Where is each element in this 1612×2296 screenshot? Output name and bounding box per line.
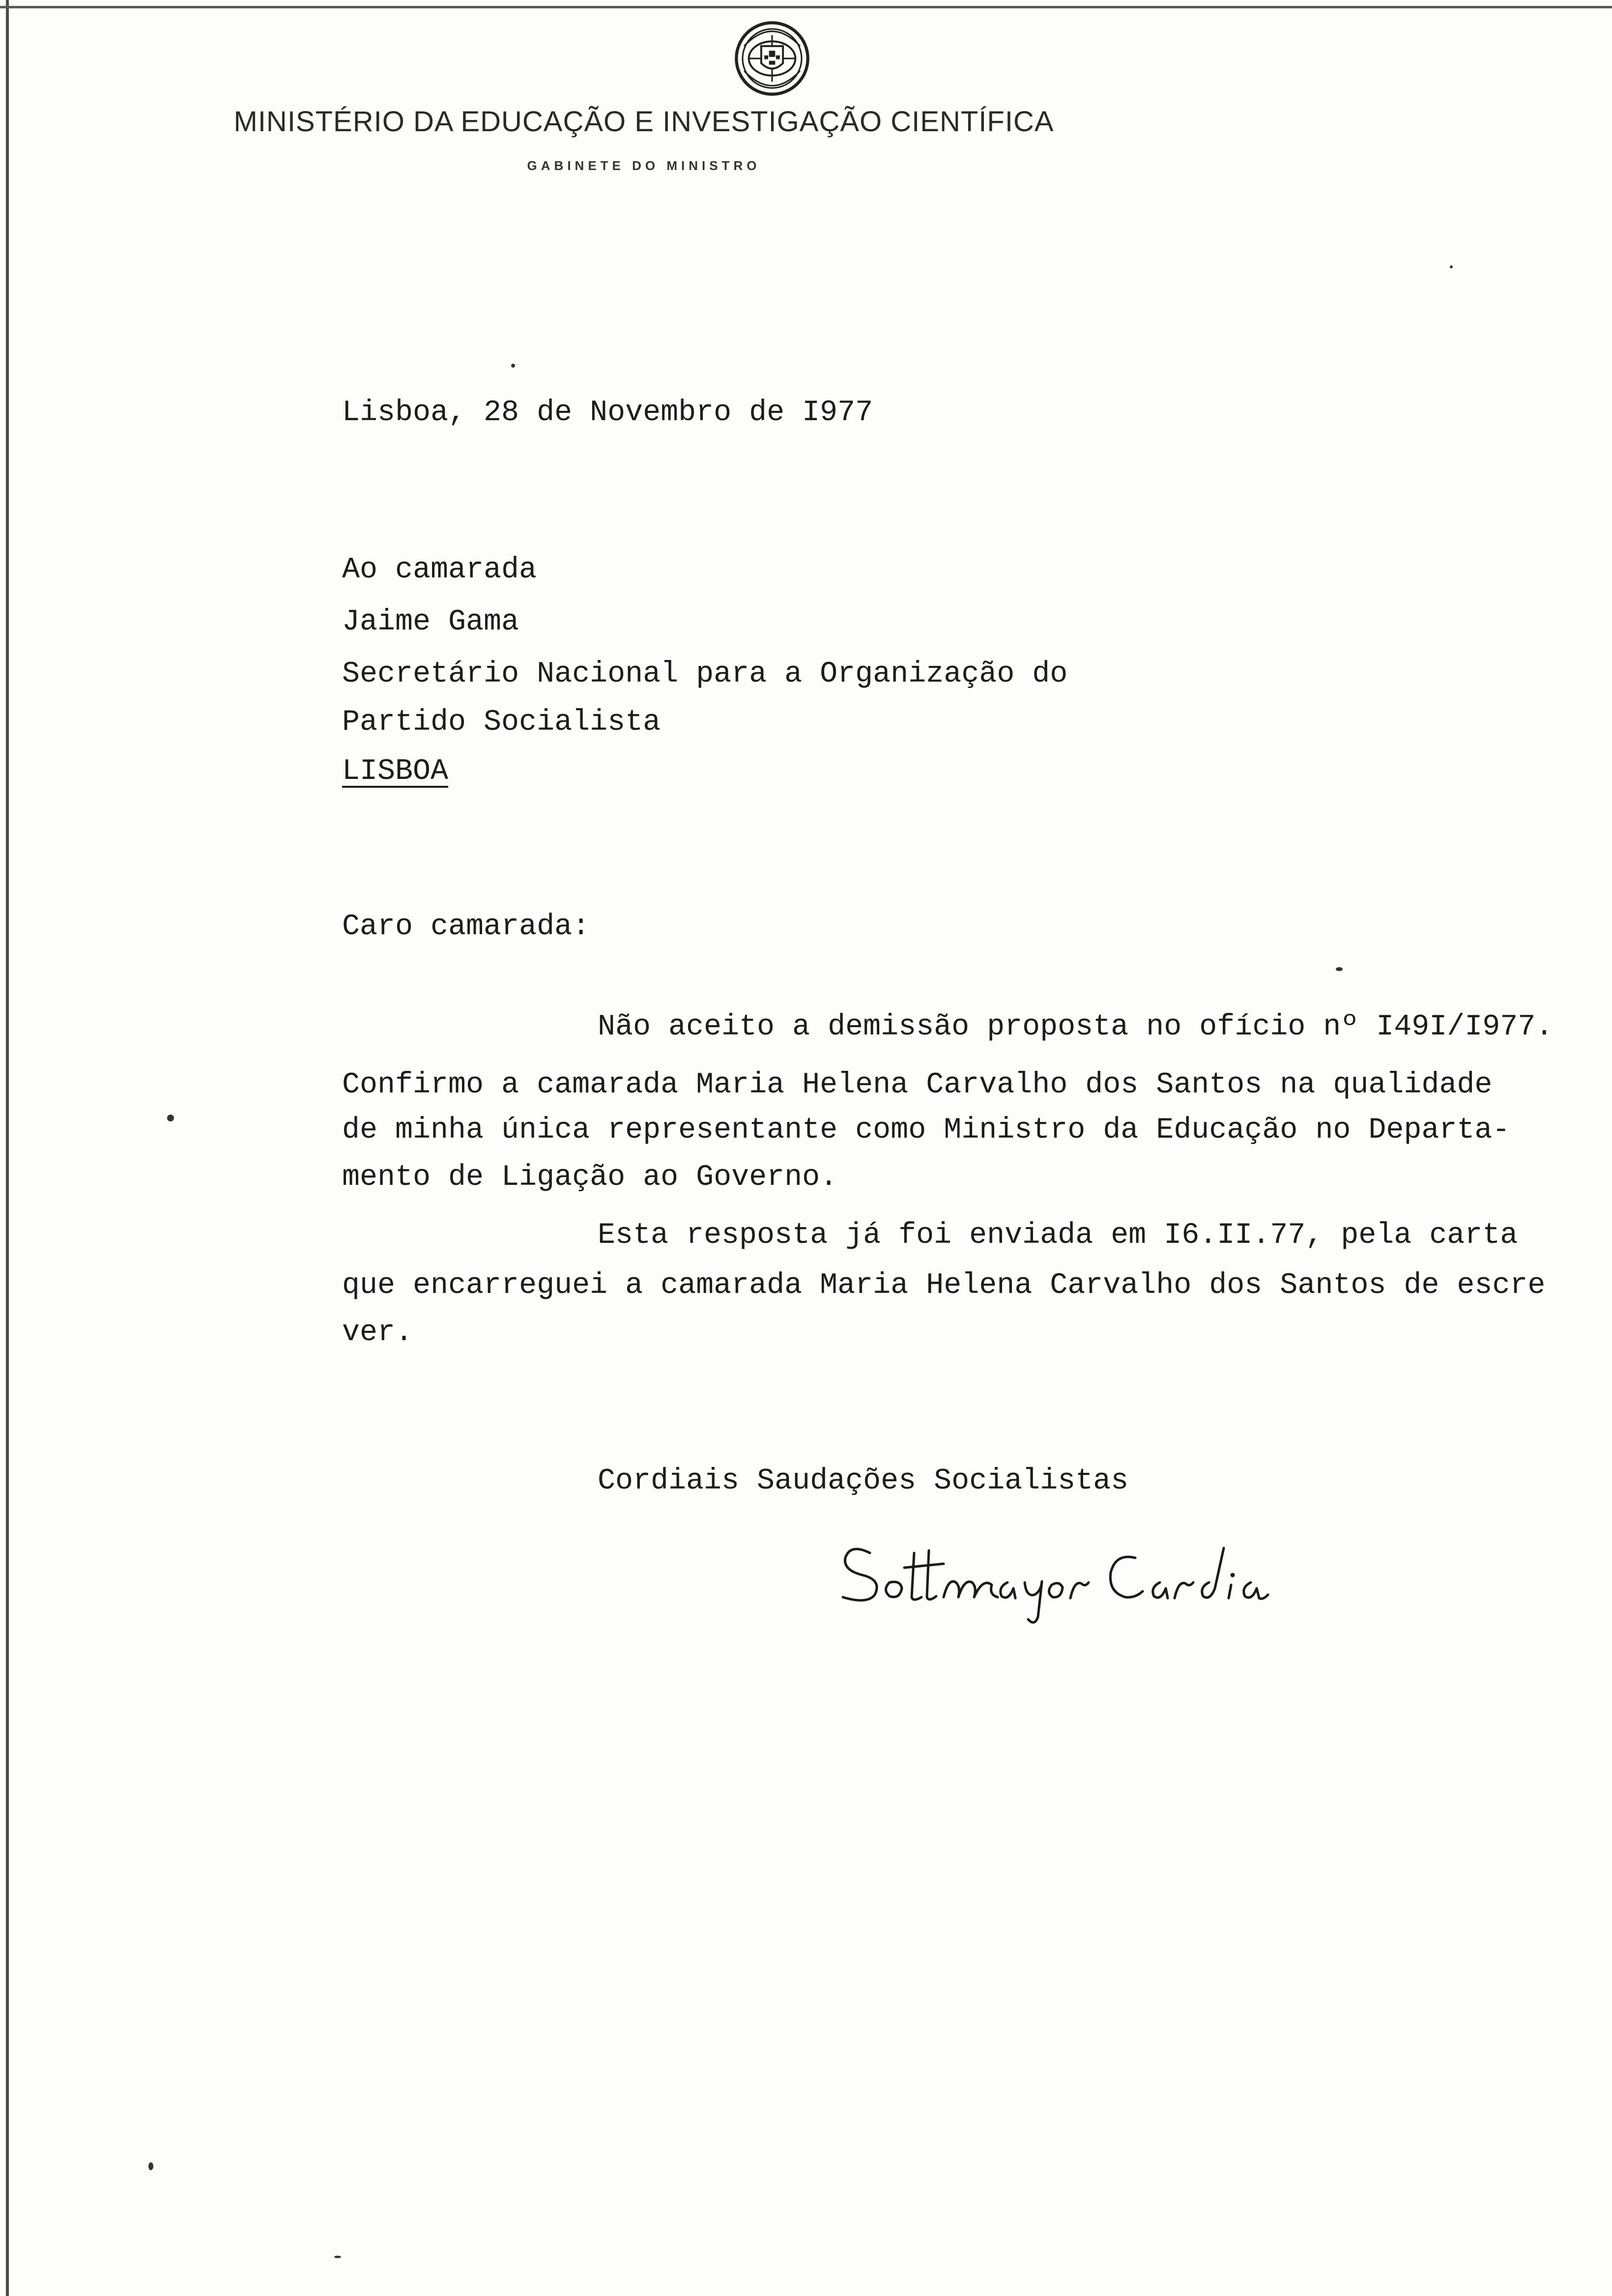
body-paragraph-2-line-1: Esta resposta já foi enviada em I6.II.77, pela carta <box>598 1219 1518 1252</box>
body-paragraph-1-line-1: Não aceito a demissão proposta no ofício nº I49I/I977. <box>598 1010 1554 1044</box>
recipient-line-2: Jaime Gama <box>342 605 519 639</box>
scan-speck <box>148 2162 153 2170</box>
scan-speck <box>511 364 515 368</box>
body-paragraph-1-line-2: Confirmo a camarada Maria Helena Carvalho dos Santos na qualidade <box>342 1068 1493 1102</box>
date-line: Lisboa, 28 de Novembro de I977 <box>342 396 873 430</box>
recipient-line-1: Ao camarada <box>342 553 537 587</box>
body-paragraph-1-line-4: mento de Ligação ao Governo. <box>342 1161 838 1194</box>
cabinet-name: GABINETE DO MINISTRO <box>527 158 761 173</box>
salutation: Caro camarada: <box>342 910 590 944</box>
scan-speck <box>1336 967 1343 971</box>
scan-speck <box>167 1115 174 1121</box>
closing: Cordiais Saudações Socialistas <box>598 1464 1129 1498</box>
scan-speck <box>334 2256 341 2258</box>
scan-top-edge <box>0 6 1612 8</box>
body-paragraph-2-line-3: ver. <box>342 1316 413 1349</box>
scan-speck <box>1450 265 1453 268</box>
body-paragraph-1-line-3: de minha única representante como Ministro da Educação no Departa- <box>342 1114 1510 1147</box>
ministry-name: MINISTÉRIO DA EDUCAÇÃO E INVESTIGAÇÃO CIENTÍFICA <box>233 106 1054 138</box>
recipient-line-4: Partido Socialista <box>342 706 661 739</box>
scan-left-edge <box>6 0 9 2296</box>
recipient-city: LISBOA <box>342 755 449 788</box>
body-paragraph-2-line-2: que encarreguei a camarada Maria Helena Carvalho dos Santos de escre <box>342 1269 1546 1302</box>
recipient-line-3: Secretário Nacional para a Organização do <box>342 658 1068 691</box>
coat-of-arms-seal-icon <box>733 20 811 97</box>
handwritten-signature <box>835 1533 1288 1632</box>
